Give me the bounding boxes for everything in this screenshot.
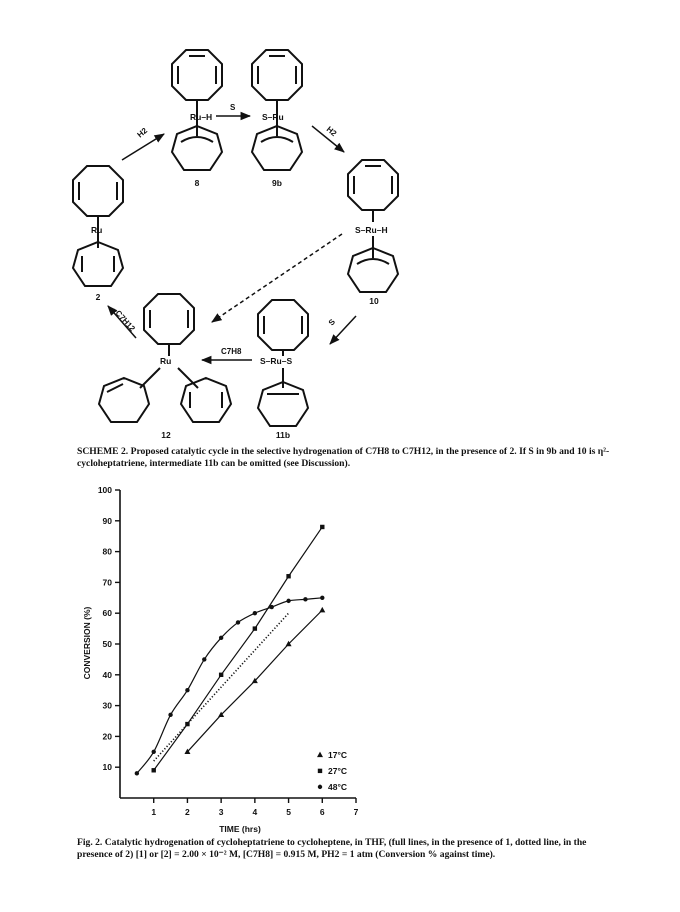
x-tick-label: 5 bbox=[286, 807, 291, 817]
legend bbox=[317, 750, 347, 792]
data-point bbox=[319, 607, 325, 612]
data-point bbox=[152, 768, 156, 772]
cyclooctatetraene-ring bbox=[348, 160, 398, 210]
s-ru-s-label: S–Ru–S bbox=[260, 356, 293, 366]
series-line-2 bbox=[154, 527, 323, 770]
y-tick-label: 20 bbox=[102, 731, 112, 742]
compound-number-11b: 11b bbox=[275, 430, 291, 440]
cyclooctatetraene-ring bbox=[73, 166, 123, 216]
series-line-4 bbox=[154, 613, 289, 761]
y-tick-label: 70 bbox=[102, 577, 112, 588]
y-tick-label: 60 bbox=[102, 608, 112, 619]
data-point bbox=[219, 673, 223, 677]
legend-marker bbox=[317, 752, 323, 757]
arrow-label-s-right: S bbox=[326, 317, 338, 328]
compound-number-12: 12 bbox=[161, 430, 171, 440]
x-tick-label: 2 bbox=[185, 807, 190, 817]
ru-label-2: Ru bbox=[91, 225, 103, 235]
cyclooctatetraene-ring bbox=[258, 300, 308, 350]
scheme-caption-prefix: SCHEME 2. bbox=[77, 446, 129, 457]
scheme-caption-text: Proposed catalytic cycle in the selective hydrogenation of C7H8 to C7H12, in the presence of 2. If S in 9b and 10 is η²-cycloheptatriene, intermediate 11b can be omitted (see Discussion). bbox=[77, 446, 610, 469]
y-tick-label: 50 bbox=[102, 639, 112, 649]
cyclooctatetraene-ring bbox=[144, 294, 194, 344]
data-point bbox=[270, 605, 274, 609]
x-axis-label: TIME (hrs) bbox=[219, 824, 261, 834]
data-point bbox=[185, 688, 189, 692]
data-point bbox=[152, 750, 156, 754]
data-point bbox=[219, 636, 223, 640]
figure-caption bbox=[77, 837, 617, 860]
data-point bbox=[168, 713, 172, 717]
arrow-label-c7h8: C7H8 bbox=[221, 347, 242, 356]
arrow-label-c7h12: –C7H12 bbox=[110, 305, 137, 334]
data-point bbox=[135, 771, 139, 775]
x-tick-group bbox=[151, 798, 358, 817]
legend-marker bbox=[318, 769, 322, 773]
figure-caption-text: Catalytic hydrogenation of cycloheptatriene to cycloheptene, in THF, (full lines, in the presence of 1, dotted line, in the presence of 2) [1] or [2] = 2.00 × 10⁻² M, [C7H8] = 0.915 M, PH2 = 1 atm (Conversion % against time). bbox=[77, 837, 587, 860]
data-point bbox=[286, 574, 290, 578]
compound-number-10: 10 bbox=[369, 296, 379, 306]
compound-number-9b: 9b bbox=[272, 178, 282, 188]
y-tick-label: 30 bbox=[102, 700, 112, 711]
y-tick-label: 10 bbox=[102, 762, 112, 773]
legend-label: 27°C bbox=[328, 765, 347, 776]
dashed-arrow-10-to-12 bbox=[212, 234, 342, 322]
reaction-scheme bbox=[0, 0, 680, 445]
s-ru-h-label: S–Ru–H bbox=[355, 225, 388, 235]
x-tick-label: 3 bbox=[218, 807, 224, 817]
x-tick-label: 1 bbox=[151, 807, 157, 817]
cycloheptatrienyl-ring bbox=[73, 242, 123, 286]
compound-number-2: 2 bbox=[95, 292, 101, 302]
figure-caption-prefix: Fig. 2. bbox=[77, 837, 103, 848]
legend-label: 17°C bbox=[328, 749, 347, 760]
cycloheptenyl-ring bbox=[258, 382, 308, 426]
arrow-label-h2-right: H2 bbox=[324, 124, 339, 139]
y-tick-label: 40 bbox=[102, 669, 112, 680]
x-tick-label: 7 bbox=[353, 807, 359, 817]
data-point bbox=[253, 611, 257, 615]
compound-number-8: 8 bbox=[194, 178, 200, 188]
y-tick-label: 90 bbox=[102, 515, 112, 526]
data-point bbox=[202, 657, 206, 661]
data-point bbox=[236, 620, 240, 624]
legend-marker bbox=[318, 785, 322, 789]
arrow-label-s-top: S bbox=[230, 103, 236, 112]
arrow-10-to-11b bbox=[330, 316, 356, 344]
cycloheptatrienyl-ring bbox=[181, 378, 231, 422]
ru-label-12: Ru bbox=[160, 356, 172, 366]
conversion-chart bbox=[0, 480, 680, 835]
arrow-label-h2-left: H2 bbox=[135, 126, 150, 140]
y-tick-label: 100 bbox=[97, 485, 112, 495]
cycloheptenyl-ring bbox=[99, 378, 149, 422]
y-tick-group bbox=[98, 485, 120, 772]
x-tick-label: 4 bbox=[252, 807, 258, 817]
legend-label: 48°C bbox=[328, 781, 347, 792]
cyclooctatetraene-ring bbox=[172, 50, 222, 100]
data-point bbox=[320, 596, 324, 600]
s-ru-label: S–Ru bbox=[262, 112, 284, 122]
series-group bbox=[135, 525, 326, 776]
data-point bbox=[320, 525, 324, 529]
scheme-caption bbox=[77, 446, 617, 469]
y-tick-label: 80 bbox=[102, 546, 112, 557]
ru-h-label: Ru–H bbox=[190, 112, 213, 122]
data-point bbox=[253, 626, 257, 630]
y-axis-label: CONVERSION (%) bbox=[82, 606, 92, 680]
cyclooctatetraene-ring bbox=[252, 50, 302, 100]
data-point bbox=[303, 597, 307, 601]
series-line-3 bbox=[137, 598, 322, 774]
data-point bbox=[286, 599, 290, 603]
x-tick-label: 6 bbox=[319, 807, 325, 817]
